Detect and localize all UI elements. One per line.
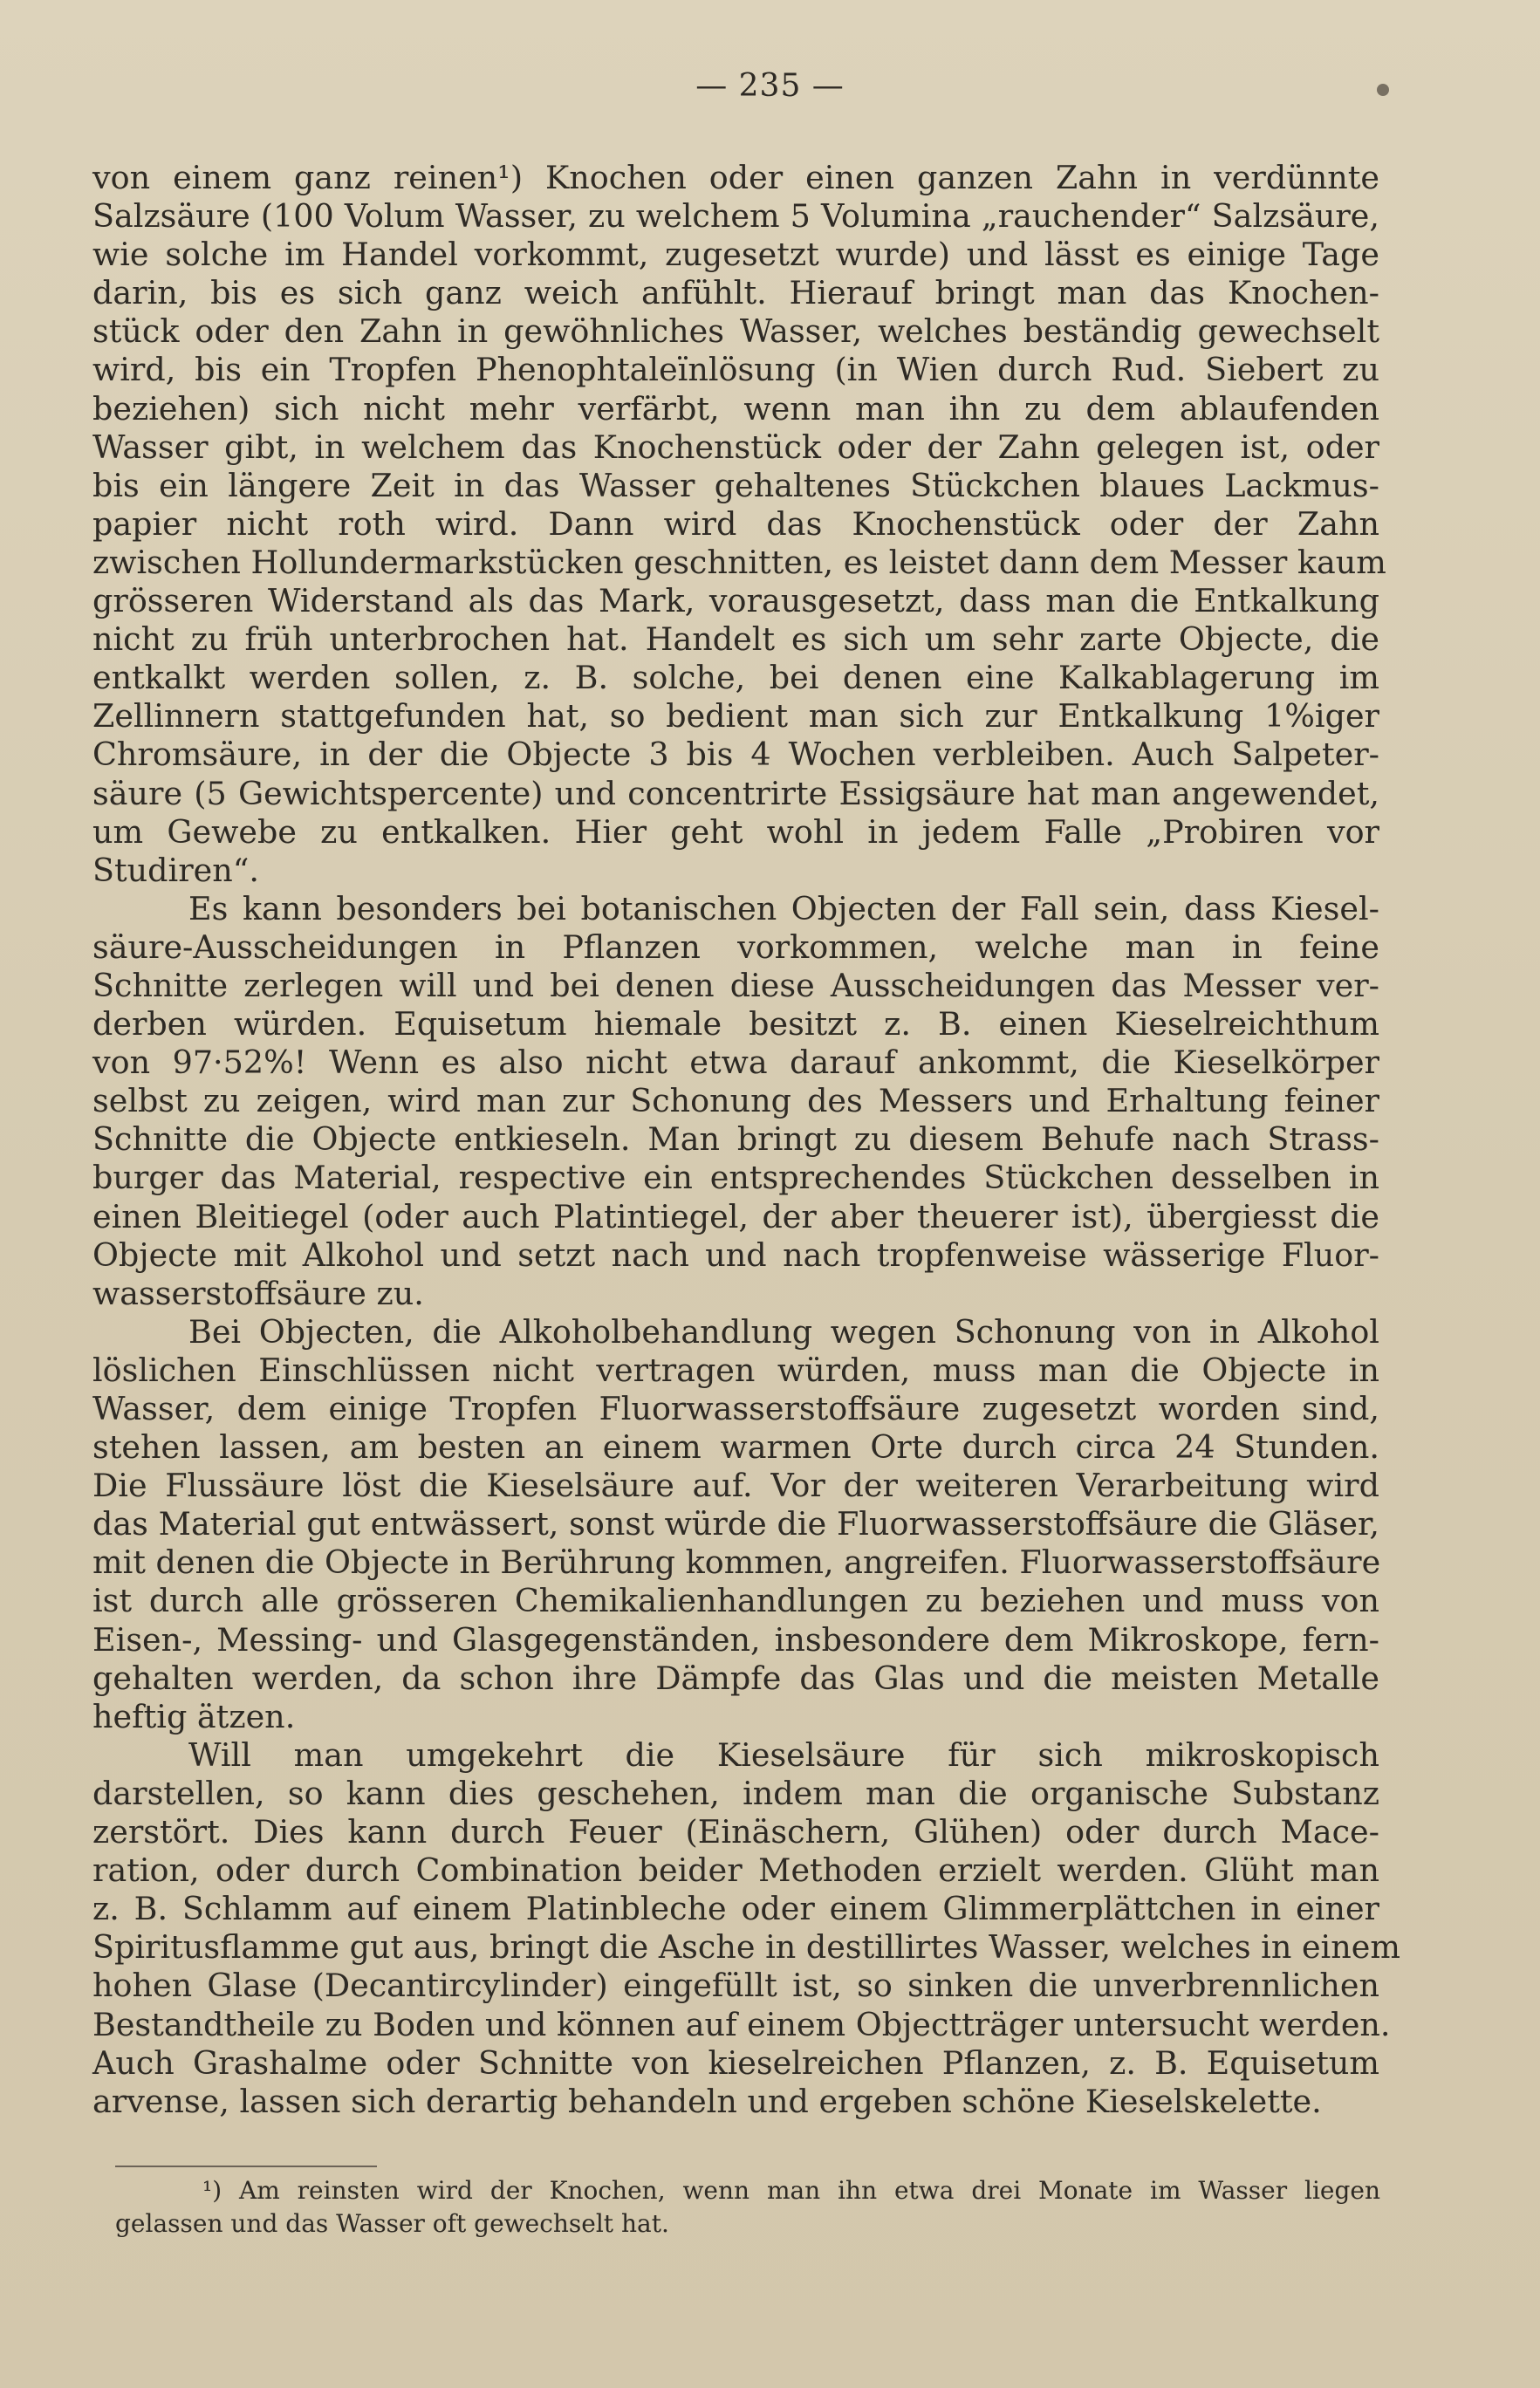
footnote [115, 2174, 1380, 2241]
footnote-line: ¹) Am reinsten wird der Knochen, wenn man ihn etwa drei Monate im Wasser liegen [202, 2176, 1380, 2205]
text-line: darin, bis es sich ganz weich anfühlt. Hierauf bringt man das Knochen- [92, 274, 1379, 312]
text-line: ration, oder durch Combination beider Methoden erzielt werden. Glüht man [92, 1851, 1379, 1890]
text-line: Objecte mit Alkohol und setzt nach und nach tropfenweise wässerige Fluor- [92, 1235, 1379, 1274]
text-line: um Gewebe zu entkalken. Hier geht wohl in jedem Falle „Probiren vor [92, 812, 1379, 851]
footnote-line: gelassen und das Wasser oft gewechselt hat. [115, 2209, 669, 2238]
text-line: Auch Grashalme oder Schnitte von kieselreichen Pflanzen, z. B. Equisetum [92, 2043, 1379, 2082]
text-line: einen Bleitiegel (oder auch Platintiegel, der aber theuerer ist), übergiesst die [92, 1197, 1379, 1235]
text-line: darstellen, so kann dies geschehen, indem man die organische Substanz [92, 1774, 1379, 1812]
text-line: papier nicht roth wird. Dann wird das Knochenstück oder der Zahn [92, 504, 1379, 543]
text-line: beziehen) sich nicht mehr verfärbt, wenn man ihn zu dem ablaufenden [92, 389, 1379, 428]
text-line: Will man umgekehrt die Kieselsäure für sich mikroskopisch [188, 1735, 1379, 1774]
text-line: wird, bis ein Tropfen Phenophtaleïnlösung (in Wien durch Rud. Siebert zu [92, 351, 1379, 389]
text-line: Die Flussäure löst die Kieselsäure auf. Vor der weiteren Verarbeitung wird [92, 1467, 1379, 1505]
text-line: säure (5 Gewichtspercente) und concentrirte Essigsäure hat man angewendet, [92, 774, 1379, 812]
text-line: löslichen Einschlüssen nicht vertragen würden, muss man die Objecte in [92, 1351, 1379, 1389]
text-line: zwischen Hollundermarkstücken geschnitten, es leistet dann dem Messer kaum [92, 543, 1386, 581]
text-line: derben würden. Equisetum hiemale besitzt z. B. einen Kieselreichthum [92, 1005, 1379, 1043]
text-line: ist durch alle grösseren Chemikalienhandlungen zu beziehen und muss von [92, 1582, 1379, 1620]
text-line: grösseren Widerstand als das Mark, vorausgesetzt, dass man die Entkalkung [92, 582, 1379, 620]
text-line: hohen Glase (Decantircylinder) eingefüllt ist, so sinken die unverbrennlichen [92, 1967, 1379, 2005]
text-line: mit denen die Objecte in Berührung kommen, angreifen. Fluorwasserstoffsäure [92, 1543, 1381, 1582]
text-line: das Material gut entwässert, sonst würde die Fluorwasserstoffsäure die Gläser, [92, 1505, 1379, 1543]
text-line: Studiren“. [92, 851, 260, 889]
text-line: selbst zu zeigen, wird man zur Schonung des Messers und Erhaltung feiner [92, 1082, 1379, 1120]
text-line: Chromsäure, in der die Objecte 3 bis 4 Wochen verbleiben. Auch Salpeter- [92, 736, 1379, 774]
text-line: Eisen-, Messing- und Glasgegenständen, insbesondere dem Mikroskope, fern- [92, 1620, 1379, 1659]
text-line: Wasser gibt, in welchem das Knochenstück oder der Zahn gelegen ist, oder [92, 428, 1379, 466]
text-line: burger das Material, respective ein entsprechendes Stückchen desselben in [92, 1159, 1379, 1197]
text-line: säure-Ausscheidungen in Pflanzen vorkommen, welche man in feine [92, 927, 1379, 966]
text-line: Schnitte zerlegen will und bei denen diese Ausscheidungen das Messer ver- [92, 966, 1379, 1004]
text-line: Spiritusflamme gut aus, bringt die Asche in destillirtes Wasser, welches in einem [92, 1928, 1400, 1967]
text-line: Salzsäure (100 Volum Wasser, zu welchem 5 Volumina „rauchender“ Salzsäure, [92, 197, 1379, 236]
footnote-divider [115, 2166, 377, 2167]
text-line: Schnitte die Objecte entkieseln. Man bringt zu diesem Behufe nach Strass- [92, 1120, 1379, 1159]
text-line: stehen lassen, am besten an einem warmen Orte durch circa 24 Stunden. [92, 1428, 1379, 1467]
text-line: von einem ganz reinen¹) Knochen oder einen ganzen Zahn in verdünnte [92, 159, 1379, 196]
text-line: bis ein längere Zeit in das Wasser gehaltenes Stückchen blaues Lackmus- [92, 466, 1379, 504]
text-line: wasserstoffsäure zu. [92, 1274, 424, 1312]
body-text [92, 159, 1400, 2121]
text-line: arvense, lassen sich derartig behandeln und ergeben schöne Kieselskelette. [92, 2082, 1322, 2120]
page-number: — 235 — [695, 68, 845, 104]
text-line: stück oder den Zahn in gewöhnliches Wasser, welches beständig gewechselt [92, 312, 1379, 351]
text-line: nicht zu früh unterbrochen hat. Handelt es sich um sehr zarte Objecte, die [92, 620, 1379, 659]
text-line: Bestandtheile zu Boden und können auf einem Objectträger untersucht werden. [92, 2005, 1391, 2043]
text-line: Bei Objecten, die Alkoholbehandlung wegen Schonung von in Alkohol [188, 1312, 1379, 1351]
text-line: zerstört. Dies kann durch Feuer (Einäschern, Glühen) oder durch Mace- [92, 1813, 1379, 1851]
text-line: z. B. Schlamm auf einem Platinbleche oder einem Glimmerplättchen in einer [92, 1890, 1379, 1928]
text-line: Zellinnern stattgefunden hat, so bedient man sich zur Entkalkung 1%iger [92, 697, 1379, 736]
text-line: gehalten werden, da schon ihre Dämpfe das Glas und die meisten Metalle [92, 1659, 1379, 1697]
text-line: Es kann besonders bei botanischen Objecten der Fall sein, dass Kiesel- [188, 889, 1379, 927]
text-line: wie solche im Handel vorkommt, zugesetzt wurde) und lässt es einige Tage [92, 236, 1379, 274]
text-line: entkalkt werden sollen, z. B. solche, bei denen eine Kalkablagerung im [92, 659, 1379, 697]
text-line: von 97·52%! Wenn es also nicht etwa darauf ankommt, die Kieselkörper [92, 1043, 1379, 1082]
text-line: heftig ätzen. [92, 1697, 296, 1735]
text-line: Wasser, dem einige Tropfen Fluorwasserstoffsäure zugesetzt worden sind, [92, 1390, 1379, 1427]
